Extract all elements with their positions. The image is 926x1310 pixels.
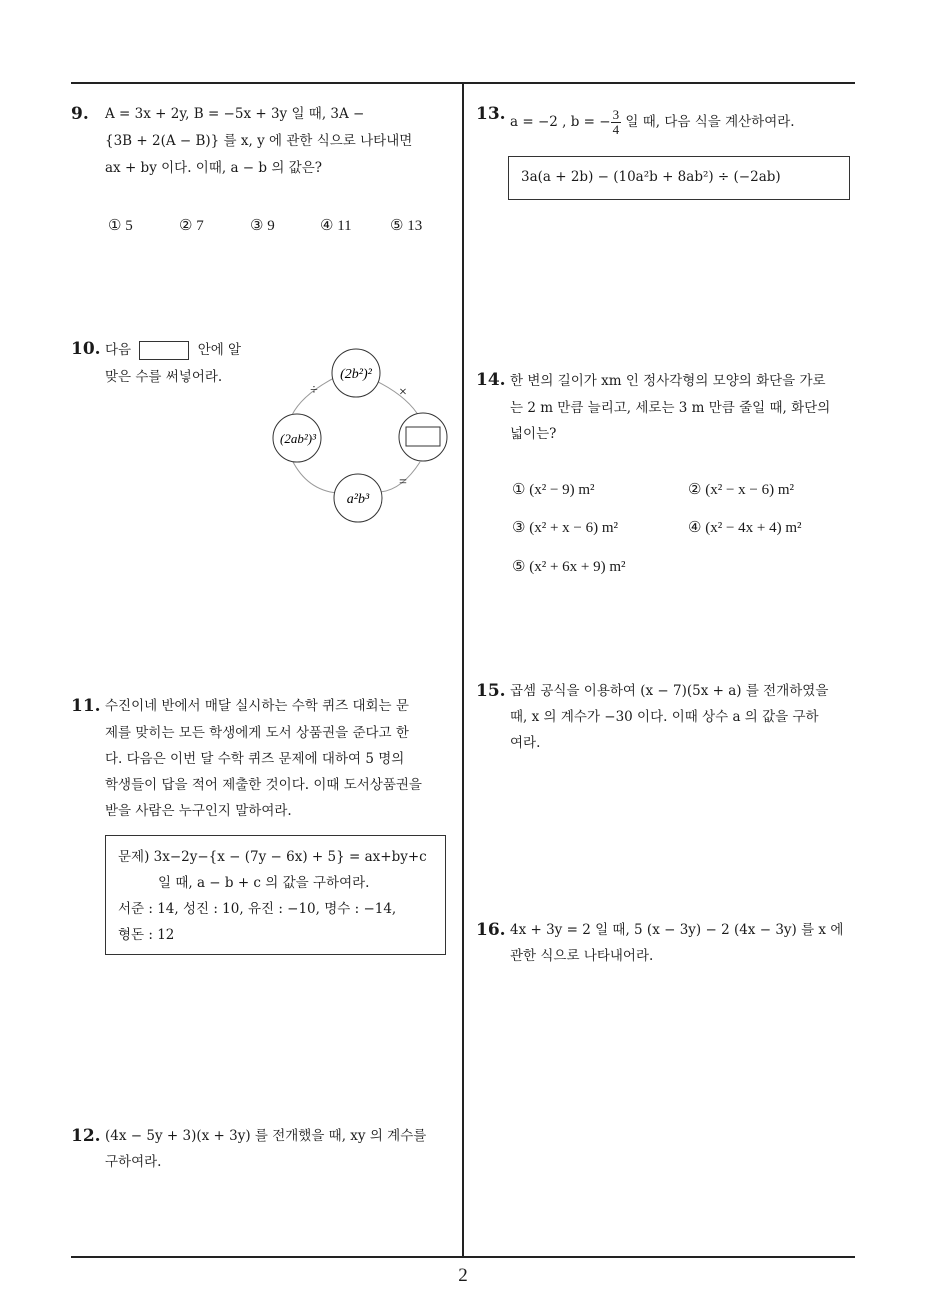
column-divider (462, 83, 464, 1258)
question-12-line-2: 구하여라. (105, 1154, 162, 1170)
question-number: 11. (71, 696, 101, 716)
choice-1[interactable]: ① (x² − 9) m² (512, 482, 595, 498)
page-number: 2 (458, 1265, 468, 1286)
expression-box (508, 156, 850, 200)
question-11-line-5: 받을 사람은 누구인지 말하여라. (105, 803, 292, 819)
problem-box (105, 835, 446, 955)
question-number: 16. (476, 920, 506, 940)
question-15-line-1: 곱셈 공식을 이용하여 (x − 7)(5x + a) 를 전개하였을 (510, 683, 829, 699)
question-11-line-3: 다. 다음은 이번 달 수학 퀴즈 문제에 대하여 5 명의 (105, 751, 405, 767)
question-14-line-3: 넓이는? (510, 426, 557, 442)
choice-4[interactable]: ④ 11 (320, 218, 352, 234)
question-number: 14. (476, 370, 506, 390)
choice-5[interactable]: ⑤ (x² + 6x + 9) m² (512, 559, 626, 575)
question-9-line-2: {3B + 2(A − B)} 를 x, y 에 관한 식으로 나타내면 (105, 133, 413, 149)
diagram-answer-box (406, 427, 440, 446)
question-10-text-a: 다음 (105, 342, 132, 358)
choice-3[interactable]: ③ (x² + x − 6) m² (512, 520, 619, 536)
fraction-denominator: 4 (612, 122, 620, 137)
question-number: 12. (71, 1126, 101, 1146)
student-answers: 서준 : 14, 성진 : 10, 유진 : −10, 명수 : −14, (118, 901, 397, 917)
question-16-line-1: 4x + 3y = 2 일 때, 5 (x − 3y) − 2 (4x − 3y) 를 x 에 (510, 922, 844, 938)
question-number: 10. (71, 339, 101, 359)
question-9-line-1: A = 3x + 2y, B = −5x + 3y 일 때, 3A − (105, 106, 365, 122)
left-term: (2ab²)³ (280, 431, 316, 446)
choice-2[interactable]: ② (x² − x − 6) m² (688, 482, 795, 498)
bottom-rule (71, 1256, 855, 1258)
question-16-line-2: 관한 식으로 나타내어라. (510, 948, 654, 964)
student-answers-cont: 형돈 : 12 (118, 927, 175, 943)
question-11-line-2: 제를 맞히는 모든 학생에게 도서 상품권을 준다고 한 (105, 725, 409, 741)
question-9-line-3: ax + by 이다. 이때, a − b 의 값은? (105, 160, 322, 176)
top-term: (2b²)² (340, 367, 372, 382)
arc-bottom-left (292, 460, 337, 493)
question-13-given: a = −2 , b = − (510, 114, 611, 130)
question-14-line-1: 한 변의 길이가 xm 인 정사각형의 모양의 화단을 가로 (510, 373, 826, 389)
choice-4[interactable]: ④ (x² − 4x + 4) m² (688, 520, 802, 536)
cycle-diagram (262, 340, 458, 530)
problem-statement: 문제) 3x−2y−{x − (7y − 6x) + 5} = ax+by+c (118, 849, 427, 865)
question-10-line-2: 맞은 수를 써넣어라. (105, 369, 223, 385)
question-14-line-2: 는 2 m 만큼 늘리고, 세로는 3 m 만큼 줄일 때, 화단의 (510, 400, 831, 416)
multiply-operator: × (399, 385, 407, 400)
fraction-three-quarters (611, 108, 622, 137)
choice-3[interactable]: ③ 9 (250, 218, 275, 234)
question-12-line-1: (4x − 5y + 3)(x + 3y) 를 전개했을 때, xy 의 계수를 (105, 1128, 427, 1144)
choice-5[interactable]: ⑤ 13 (390, 218, 423, 234)
question-15-line-3: 여라. (510, 735, 541, 751)
equals-operator: = (399, 475, 407, 490)
question-number: 9. (71, 104, 89, 124)
question-number: 13. (476, 104, 506, 124)
question-11-line-1: 수진이네 반에서 매달 실시하는 수학 퀴즈 대회는 문 (105, 698, 409, 714)
question-11-line-4: 학생들이 답을 적어 제출한 것이다. 이때 도서상품권을 (105, 777, 422, 793)
question-13-instruction: 일 때, 다음 식을 계산하여라. (625, 114, 795, 130)
divide-operator: ÷ (310, 383, 318, 398)
question-10-text-b: 안에 알 (197, 342, 242, 358)
fraction-numerator: 3 (612, 107, 620, 122)
choice-1[interactable]: ① 5 (108, 218, 133, 234)
question-15-line-2: 때, x 의 계수가 −30 이다. 이때 상수 a 의 값을 구하 (510, 709, 819, 725)
choice-2[interactable]: ② 7 (179, 218, 204, 234)
bottom-term: a²b³ (346, 492, 370, 507)
answer-blank-box (139, 341, 189, 360)
expression: 3a(a + 2b) − (10a²b + 8ab²) ÷ (−2ab) (521, 169, 781, 185)
question-number: 15. (476, 681, 506, 701)
problem-statement-cont: 일 때, a − b + c 의 값을 구하여라. (158, 875, 370, 891)
